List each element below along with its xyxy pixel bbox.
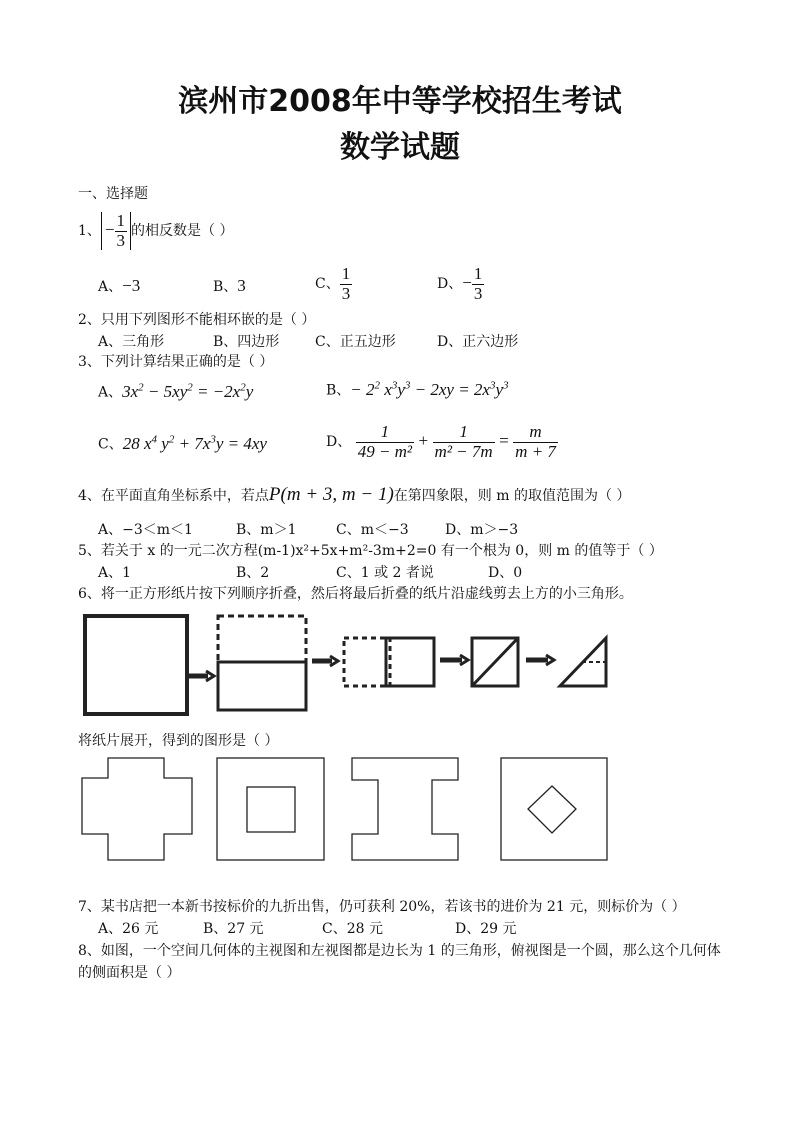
question-3-stem: 3、下列计算结果正确的是（ ） — [78, 354, 274, 370]
fold-step-2 — [344, 638, 390, 686]
q2-option-a: A、三角形 — [98, 334, 165, 350]
q7-option-d: D、29 元 — [455, 921, 517, 937]
q2-option-b: B、四边形 — [213, 334, 280, 350]
question-5-stem: 5、若关于 x 的一元二次方程(m-1)x²+5x+m²-3m+2=0 有一个根为 0，则 m 的值等于（ ） — [78, 543, 663, 559]
q7-option-b: B、27 元 — [203, 921, 264, 937]
q5-option-b: B、2 — [236, 565, 270, 581]
question-4-stem: 4、在平面直角坐标系中，若点P(m + 3, m − 1)在第四象限，则 m 的取值范围为（ ） — [78, 484, 631, 505]
q4-option-b: B、m＞1 — [236, 522, 297, 538]
q4-option-a: A、−3＜m＜1 — [98, 522, 193, 538]
folding-sequence-figure — [80, 612, 620, 718]
q3-option-c: C、28 $x^4$ $y^2 + 7x^3y = 4xy$ — [98, 433, 267, 453]
q3-option-a: A、$3x^2 - 5xy^2 = -2x^2y$ — [98, 381, 254, 401]
q1-option-c: C、 $\frac{1}{3}$ — [315, 264, 351, 303]
q3-option-b: B、− $2^2$ $x^3y^3 - 2xy = 2x^3y^3$ — [326, 379, 509, 399]
q2-option-d: D、正六边形 — [437, 334, 519, 350]
q1-option-a: A、−3 — [98, 276, 141, 295]
q5-option-d: D、0 — [488, 565, 523, 581]
choice-shape-cross — [82, 758, 192, 860]
choice-shape-square-frame — [217, 758, 324, 860]
choice-shape-i-frame — [352, 758, 458, 860]
fraction: $\frac{1}{\text{49 − m²}}$ — [357, 422, 413, 461]
exam-title: 滨州市2008年中等学校招生考试 — [178, 84, 622, 119]
absolute-value-expression: − $\frac{1}{3}$ — [101, 212, 131, 250]
square-paper — [85, 616, 187, 714]
question-6-follow: 将纸片展开，得到的图形是（ ） — [78, 733, 279, 749]
q4-option-c: C、m＜−3 — [336, 522, 409, 538]
question-6-stem: 6、将一正方形纸片按下列顺序折叠，然后将最后折叠的纸片沿虚线剪去上方的小三角形。 — [78, 586, 633, 602]
question-8-line-2: 的侧面积是（ ） — [78, 965, 181, 981]
question-1-number: 1、 — [78, 223, 101, 240]
choice-shape-diamond-frame — [501, 758, 607, 860]
question-1 — [78, 212, 233, 250]
q3-option-d: D、 $\frac{1}{\text{49 − m²}}$ + $\frac{1}{\text{m² − 7m}}$ = $\frac{m}{m + 7}$ — [326, 422, 556, 461]
q1-option-d: D、− $\frac{1}{3}$ — [437, 264, 483, 303]
exam-subtitle: 数学试题 — [340, 130, 460, 165]
question-7-stem: 7、某书店把一本新书按标价的九折出售，仍可获利 20%，若该书的进价为 21 元，则标价为（ ） — [78, 899, 686, 915]
fraction: $\frac{m}{m + 7}$ — [515, 422, 556, 461]
section-label: 一、选择题 — [78, 186, 148, 202]
q5-option-c: C、1 或 2 者说 — [336, 565, 434, 581]
q1-option-b: B、3 — [213, 276, 246, 295]
fraction: $\frac{1}{\text{m² − 7m}}$ — [434, 422, 493, 461]
q2-option-c: C、正五边形 — [315, 334, 396, 350]
q4-option-d: D、m＞−3 — [445, 522, 519, 538]
point-expression: P(m + 3, m − 1) — [268, 484, 394, 505]
unfolded-choices-figure — [80, 756, 620, 866]
q5-option-a: A、1 — [98, 565, 132, 581]
question-1-stem: 的相反数是（ ） — [131, 223, 234, 240]
question-8-line-1: 8、如图，一个空间几何体的主视图和左视图都是边长为 1 的三角形，俯视图是一个圆，那么这个几何体 — [78, 943, 721, 959]
question-2-stem: 2、只用下列图形不能相环嵌的是（ ） — [78, 312, 316, 328]
q7-option-a: A、26 元 — [98, 921, 159, 937]
q7-option-c: C、28 元 — [322, 921, 383, 937]
